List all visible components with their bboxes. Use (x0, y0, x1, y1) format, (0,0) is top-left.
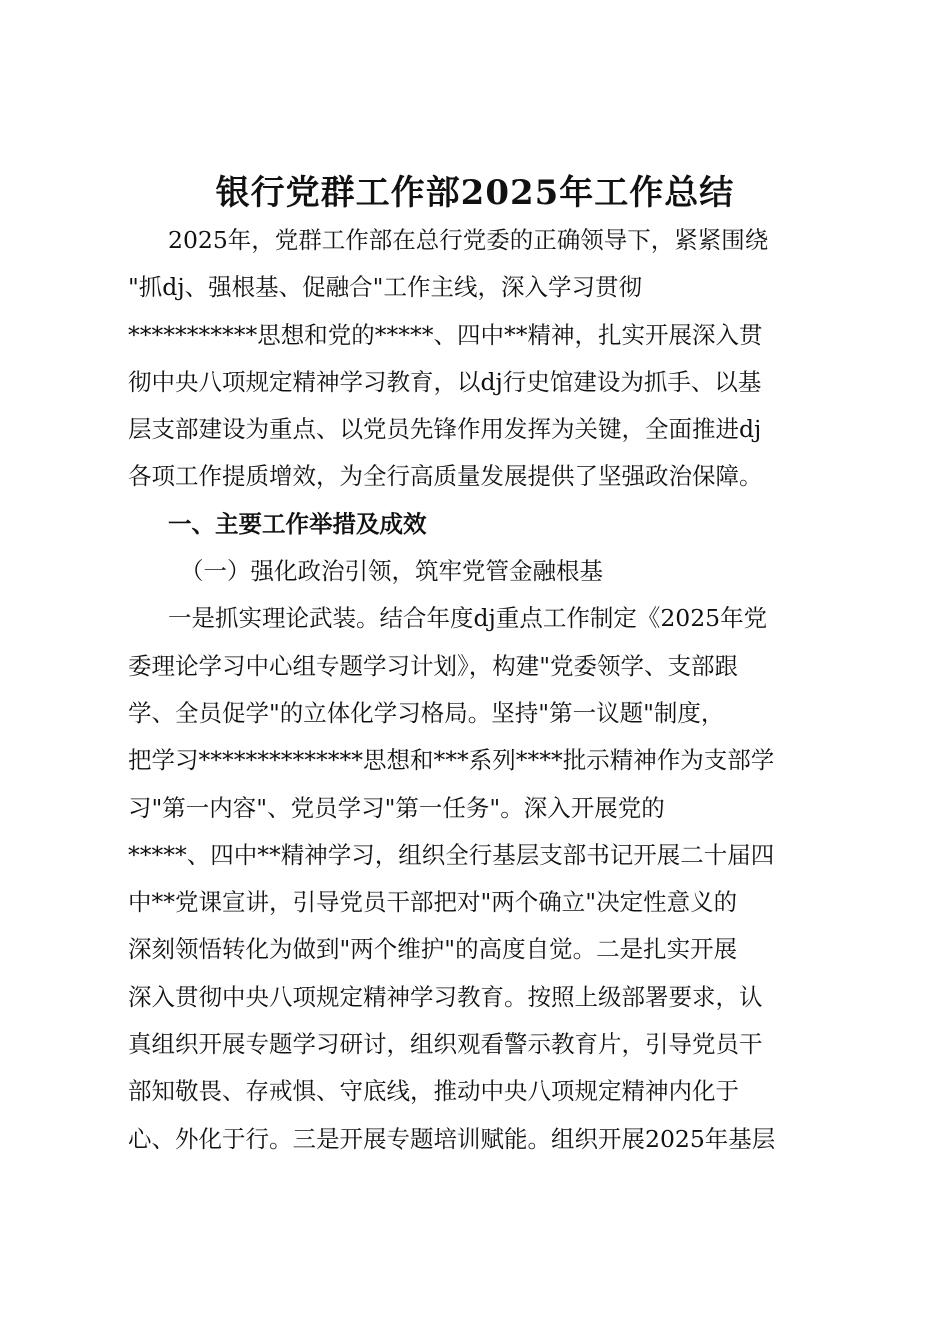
paragraph-line: 学、全员促学"的立体化学习格局。坚持"第一议题"制度， (128, 698, 725, 727)
paragraph-line: 真组织开展专题学习研讨，组织观看警示教育片，引导党员干 (128, 1030, 763, 1059)
paragraph-line: 层支部建设为重点、以党员先锋作用发挥为关键，全面推进dj (128, 415, 762, 444)
subsection-heading: （一）强化政治引领，筑牢党管金融根基 (180, 557, 603, 586)
paragraph-line: 部知敬畏、存戒惧、守底线，推动中央八项规定精神内化于 (128, 1077, 739, 1106)
paragraph-line: 深入贯彻中央八项规定精神学习教育。按照上级部署要求，认 (128, 982, 763, 1011)
paragraph-line: 中**党课宣讲，引导党员干部把对"两个确立"决定性意义的 (128, 888, 738, 917)
paragraph-line: ***********思想和党的*****、四中**精神，扎实开展深入贯 (128, 320, 763, 349)
paragraph-line: 彻中央八项规定精神学习教育，以dj行史馆建设为抓手、以基 (128, 367, 762, 396)
document-title: 银行党群工作部2025年工作总结 (215, 173, 735, 213)
paragraph-line: 深刻领悟转化为做到"两个维护"的高度自觉。二是扎实开展 (128, 935, 738, 964)
paragraph-line: "抓dj、强根基、促融合"工作主线，深入学习贯彻 (128, 273, 642, 302)
paragraph-line: 委理论学习中心组专题学习计划》，构建"党委领学、支部跟 (128, 651, 739, 680)
paragraph-line: *****、四中**精神学习，组织全行基层支部书记开展二十届四 (128, 840, 775, 869)
document-body (128, 217, 833, 1163)
paragraph-line: 各项工作提质增效，为全行高质量发展提供了坚强政治保障。 (128, 462, 763, 491)
paragraph-line: 心、外化于行。三是开展专题培训赋能。组织开展2025年基层 (128, 1124, 776, 1153)
paragraph-line: 习"第一内容"、党员学习"第一任务"。深入开展党的 (128, 793, 665, 822)
paragraph-line: 把学习**************思想和***系列****批示精神作为支部学 (128, 746, 775, 775)
section-heading: 一、主要工作举措及成效 (168, 509, 427, 538)
paragraph-line: 2025年，党群工作部在总行党委的正确领导下，紧紧围绕 (168, 226, 769, 254)
paragraph-line: 一是抓实理论武装。结合年度dj重点工作制定《2025年党 (168, 604, 768, 633)
